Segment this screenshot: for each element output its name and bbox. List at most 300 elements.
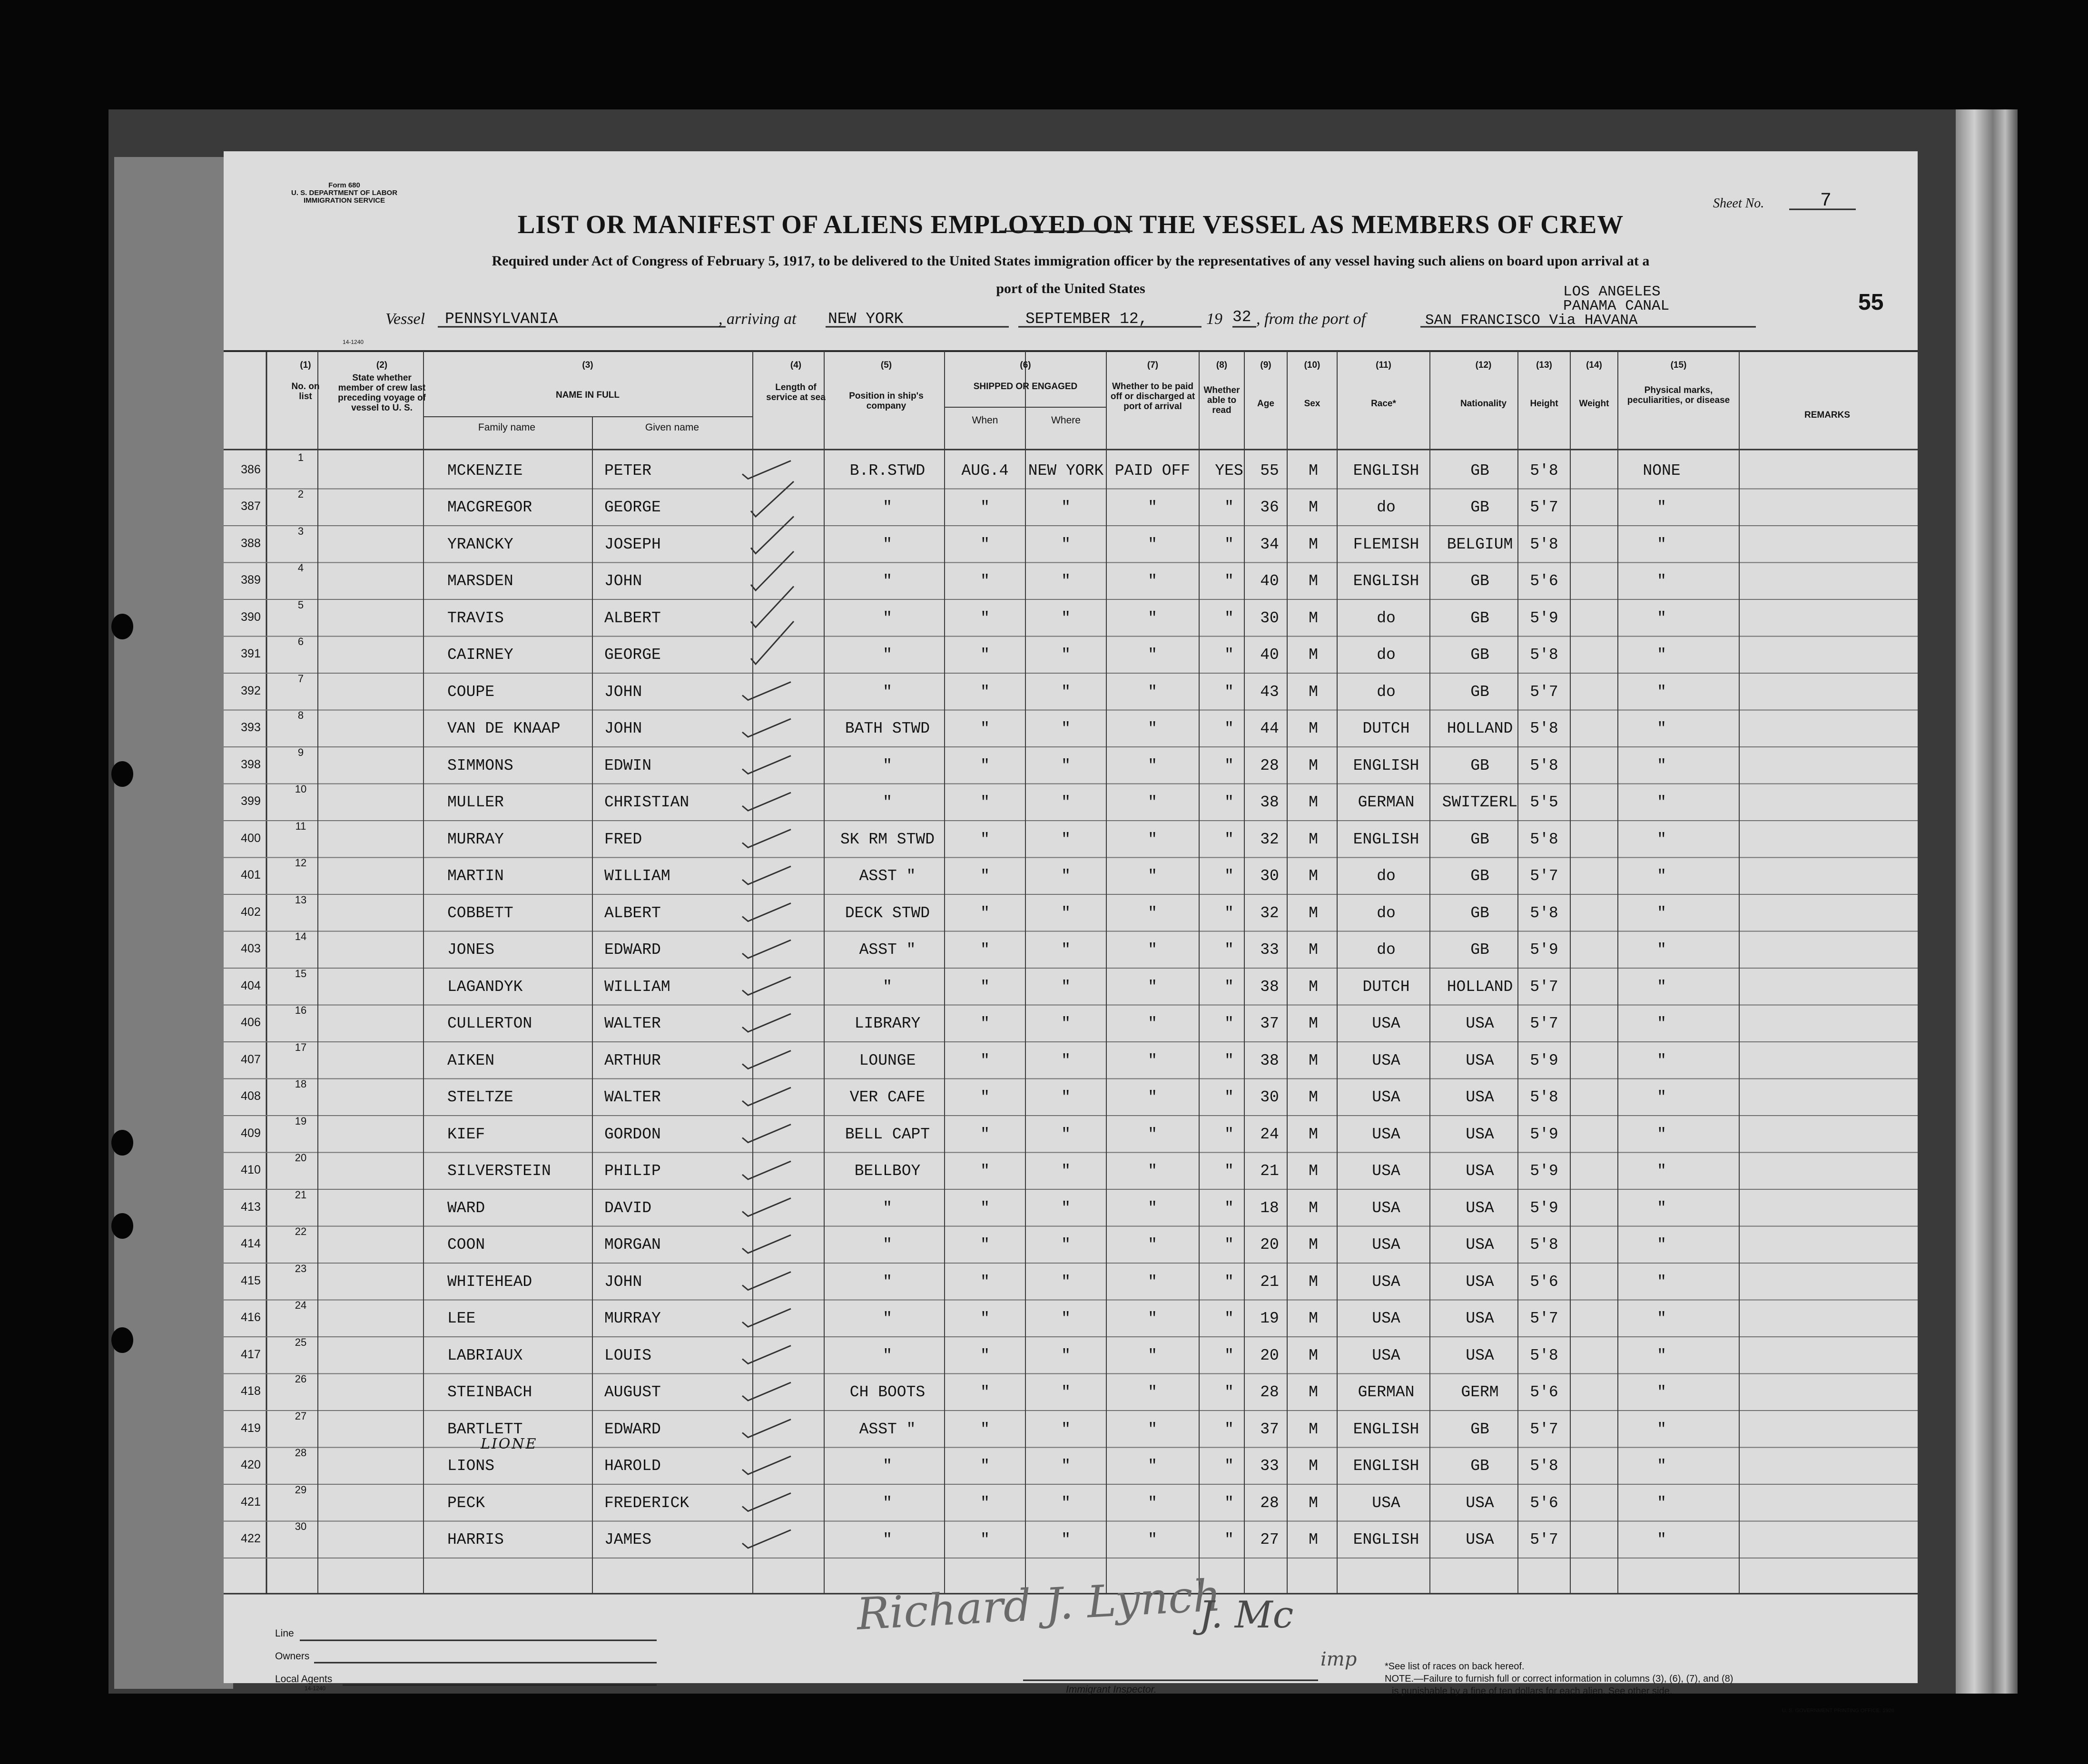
shipped-where: ": [1061, 1457, 1071, 1475]
given-name: WILLIAM: [604, 867, 670, 885]
height: 5'6: [1530, 1494, 1558, 1512]
sex: M: [1309, 1273, 1318, 1291]
physical-marks: NONE: [1643, 461, 1681, 480]
sex: M: [1309, 461, 1318, 480]
shipped-when: ": [980, 609, 990, 627]
family-correction: LIONE: [481, 1436, 538, 1452]
race: ENGLISH: [1353, 756, 1419, 774]
physical-marks: ": [1657, 1346, 1666, 1364]
given-name: HAROLD: [604, 1457, 661, 1475]
paid-off: ": [1148, 1088, 1157, 1107]
able-to-read: ": [1224, 1346, 1234, 1364]
shipped-when: ": [980, 1457, 990, 1475]
owners-label: Owners: [275, 1651, 310, 1662]
shipped-where: ": [1061, 1494, 1071, 1512]
shipped-when: ": [980, 499, 990, 517]
family-name: MURRAY: [447, 830, 504, 848]
row-number: 5: [297, 598, 304, 611]
shipped-where: ": [1061, 794, 1071, 812]
height: 5'7: [1530, 1310, 1558, 1328]
able-to-read: ": [1224, 535, 1234, 553]
age: 27: [1260, 1531, 1279, 1549]
position: ": [883, 1199, 892, 1217]
page-line-number: 401: [241, 868, 261, 882]
col-num-15: (15): [1670, 360, 1687, 370]
row-number: 2: [297, 488, 304, 500]
subheader-where: Where: [1051, 415, 1081, 426]
nationality: USA: [1466, 1199, 1494, 1217]
able-to-read: ": [1224, 1236, 1234, 1254]
race: USA: [1372, 1162, 1400, 1180]
given-name: ARTHUR: [604, 1051, 661, 1069]
position: BELLBOY: [854, 1162, 921, 1180]
shipped-where: ": [1061, 1051, 1071, 1069]
position: ": [883, 756, 892, 774]
sex: M: [1309, 1051, 1318, 1069]
race: do: [1377, 609, 1396, 627]
able-to-read: ": [1224, 1199, 1234, 1217]
able-to-read: ": [1224, 830, 1234, 848]
page-line-number: 406: [241, 1016, 261, 1029]
family-name: YRANCKY: [447, 535, 513, 553]
subheader-when: When: [972, 415, 998, 426]
row-number: 28: [295, 1447, 307, 1459]
page-line-number: 392: [241, 684, 261, 697]
sex: M: [1309, 756, 1318, 774]
shipped-where: ": [1061, 904, 1071, 922]
row-number: 12: [295, 857, 307, 869]
nationality: USA: [1466, 1310, 1494, 1328]
given-name: JOHN: [604, 572, 642, 590]
nationality: USA: [1466, 1051, 1494, 1069]
age: 36: [1260, 499, 1279, 517]
page-title: LIST OR MANIFEST OF ALIENS EMPLOYED ON THE VESSEL AS MEMBERS OF CREW: [517, 210, 1624, 239]
form-service: IMMIGRATION SERVICE: [303, 196, 385, 205]
sex: M: [1309, 1420, 1318, 1438]
nationality: GB: [1470, 572, 1489, 590]
page-line-number: 391: [241, 647, 261, 661]
nationality: SWITZERL: [1442, 794, 1518, 812]
sex: M: [1309, 720, 1318, 738]
given-name: WALTER: [604, 1088, 661, 1107]
paid-off: ": [1148, 1051, 1157, 1069]
page-line-number: 417: [241, 1347, 261, 1361]
paid-off: ": [1148, 1457, 1157, 1475]
page-line-number: 402: [241, 905, 261, 919]
height: 5'8: [1530, 904, 1558, 922]
shipped-where: ": [1061, 499, 1071, 517]
able-to-read: ": [1224, 1531, 1234, 1549]
height: 5'9: [1530, 1199, 1558, 1217]
paid-off: ": [1148, 1236, 1157, 1254]
given-name: EDWIN: [604, 756, 652, 774]
race: DUTCH: [1362, 720, 1410, 738]
shipped-when: ": [980, 1420, 990, 1438]
family-name: COUPE: [447, 683, 495, 701]
shipped-where: ": [1061, 941, 1071, 959]
height: 5'8: [1530, 461, 1558, 480]
family-name: WHITEHEAD: [447, 1273, 532, 1291]
page-line-number: 404: [241, 979, 261, 992]
race: DUTCH: [1362, 978, 1410, 996]
shipped-when: ": [980, 1051, 990, 1069]
shipped-when: ": [980, 1088, 990, 1107]
nationality: GB: [1470, 867, 1489, 885]
nationality: USA: [1466, 1162, 1494, 1180]
age: 20: [1260, 1346, 1279, 1364]
able-to-read: ": [1224, 1088, 1234, 1107]
row-number: 27: [295, 1410, 307, 1422]
position: ": [883, 1457, 892, 1475]
family-name: MCKENZIE: [447, 461, 523, 480]
line-label: Line: [275, 1628, 294, 1639]
position: LIBRARY: [854, 1015, 921, 1033]
shipped-where: ": [1061, 867, 1071, 885]
page-line-number: 403: [241, 942, 261, 956]
nationality: GB: [1470, 1457, 1489, 1475]
row-number: 11: [295, 820, 306, 832]
page-line-number: 386: [241, 462, 261, 476]
family-name: LIONS: [447, 1457, 495, 1475]
nationality: USA: [1466, 1088, 1494, 1107]
shipped-where: ": [1061, 572, 1071, 590]
col-num-3: (3): [582, 360, 593, 370]
given-name: EDWARD: [604, 1420, 661, 1438]
row-number: 22: [295, 1225, 307, 1238]
race: USA: [1372, 1088, 1400, 1107]
page-line-number: 390: [241, 610, 261, 624]
physical-marks: ": [1657, 1457, 1666, 1475]
family-name: KIEF: [447, 1125, 485, 1143]
physical-marks: ": [1657, 1383, 1666, 1401]
row-number: 25: [295, 1336, 307, 1348]
vessel-name: PENNSYLVANIA: [445, 310, 558, 328]
col-num-2: (2): [376, 360, 388, 370]
sex: M: [1309, 499, 1318, 517]
nationality: USA: [1466, 1273, 1494, 1291]
physical-marks: ": [1657, 1162, 1666, 1180]
nationality: GB: [1470, 904, 1489, 922]
age: 28: [1260, 1383, 1279, 1401]
able-to-read: ": [1224, 609, 1234, 627]
arriving-label: , arriving at: [719, 310, 797, 328]
given-name: JOSEPH: [604, 535, 661, 553]
age: 40: [1260, 646, 1279, 664]
paid-off: ": [1148, 1125, 1157, 1143]
able-to-read: ": [1224, 1310, 1234, 1328]
row-number: 13: [295, 893, 307, 906]
shipped-when: ": [980, 978, 990, 996]
row-number: 19: [295, 1115, 307, 1127]
given-name: JOHN: [604, 683, 642, 701]
col-num-12: (12): [1475, 360, 1492, 370]
given-name: EDWARD: [604, 941, 661, 959]
sex: M: [1309, 867, 1318, 885]
nationality: GB: [1470, 609, 1489, 627]
age: 30: [1260, 609, 1279, 627]
age: 30: [1260, 1088, 1279, 1107]
height: 5'9: [1530, 1125, 1558, 1143]
race: do: [1377, 646, 1396, 664]
given-name: WILLIAM: [604, 978, 670, 996]
row-number: 4: [297, 562, 304, 574]
family-name: LEE: [447, 1310, 476, 1328]
given-name: JAMES: [604, 1531, 652, 1549]
shipped-where: ": [1061, 1236, 1071, 1254]
shipped-when: ": [980, 1236, 990, 1254]
col-num-9: (9): [1260, 360, 1271, 370]
sex: M: [1309, 1457, 1318, 1475]
race: USA: [1372, 1236, 1400, 1254]
given-name: PHILIP: [604, 1162, 661, 1180]
col-label-14: Weight: [1579, 399, 1609, 409]
given-name: MURRAY: [604, 1310, 661, 1328]
able-to-read: ": [1224, 794, 1234, 812]
sex: M: [1309, 1346, 1318, 1364]
col-num-14: (14): [1586, 360, 1602, 370]
age: 37: [1260, 1420, 1279, 1438]
col-label-1: No. on list: [291, 382, 320, 402]
age: 28: [1260, 756, 1279, 774]
paid-off: ": [1148, 1531, 1157, 1549]
physical-marks: ": [1657, 1273, 1666, 1291]
height: 5'8: [1530, 720, 1558, 738]
family-name: BARTLETT: [447, 1420, 523, 1438]
able-to-read: ": [1224, 1015, 1234, 1033]
row-number: 10: [295, 783, 307, 795]
family-name: MULLER: [447, 794, 504, 812]
race: ENGLISH: [1353, 830, 1419, 848]
position: ": [883, 1310, 892, 1328]
shipped-where: ": [1061, 1383, 1071, 1401]
position: BATH STWD: [845, 720, 930, 738]
physical-marks: ": [1657, 1015, 1666, 1033]
height: 5'7: [1530, 1015, 1558, 1033]
sex: M: [1309, 1125, 1318, 1143]
subheader-given: Given name: [645, 422, 699, 433]
race: ENGLISH: [1353, 461, 1419, 480]
position: ASST ": [859, 941, 916, 959]
position: ": [883, 978, 892, 996]
col-num-7: (7): [1147, 360, 1159, 370]
inspector-label: Immigrant Inspector.: [1066, 1684, 1157, 1695]
page-line-number: 419: [241, 1421, 261, 1435]
shipped-when: ": [980, 904, 990, 922]
age: 30: [1260, 867, 1279, 885]
paid-off: ": [1148, 572, 1157, 590]
shipped-when: ": [980, 535, 990, 553]
able-to-read: ": [1224, 1162, 1234, 1180]
race: do: [1377, 941, 1396, 959]
shipped-where: ": [1061, 978, 1071, 996]
row-number: 14: [295, 931, 307, 943]
age: 32: [1260, 904, 1279, 922]
family-name: STEINBACH: [447, 1383, 532, 1401]
shipped-where: ": [1061, 1199, 1071, 1217]
col-label-5: Position in ship's company: [849, 391, 924, 411]
physical-marks: ": [1657, 756, 1666, 774]
shipped-where: ": [1061, 1125, 1071, 1143]
able-to-read: ": [1224, 572, 1234, 590]
paid-off: ": [1148, 1273, 1157, 1291]
shipped-where: ": [1061, 1531, 1071, 1549]
race: do: [1377, 867, 1396, 885]
col-label-6: SHIPPED OR ENGAGED: [973, 382, 1078, 392]
family-name: SIMMONS: [447, 756, 513, 774]
position: ASST ": [859, 867, 916, 885]
physical-marks: ": [1657, 867, 1666, 885]
race: do: [1377, 499, 1396, 517]
physical-marks: ": [1657, 1199, 1666, 1217]
shipped-when: AUG.4: [961, 461, 1009, 480]
shipped-when: ": [980, 572, 990, 590]
position: ": [883, 609, 892, 627]
sex: M: [1309, 572, 1318, 590]
nationality: GB: [1470, 683, 1489, 701]
position: LOUNGE: [859, 1051, 916, 1069]
physical-marks: ": [1657, 1494, 1666, 1512]
paid-off: ": [1148, 1383, 1157, 1401]
height: 5'8: [1530, 1346, 1558, 1364]
physical-marks: ": [1657, 646, 1666, 664]
position: DECK STWD: [845, 904, 930, 922]
paid-off: ": [1148, 830, 1157, 848]
page-line-number: 398: [241, 757, 261, 771]
page-line-number: 413: [241, 1200, 261, 1214]
page-line-number: 399: [241, 794, 261, 808]
physical-marks: ": [1657, 1236, 1666, 1254]
height: 5'8: [1530, 1457, 1558, 1475]
col-label-13: Height: [1530, 399, 1558, 409]
shipped-when: ": [980, 1273, 990, 1291]
able-to-read: ": [1224, 756, 1234, 774]
height: 5'7: [1530, 683, 1558, 701]
position: ": [883, 1273, 892, 1291]
nationality: USA: [1466, 1015, 1494, 1033]
age: 34: [1260, 535, 1279, 553]
given-name: AUGUST: [604, 1383, 661, 1401]
row-number: 24: [295, 1299, 307, 1312]
age: 33: [1260, 941, 1279, 959]
able-to-read: ": [1224, 1125, 1234, 1143]
age: 38: [1260, 978, 1279, 996]
sex: M: [1309, 1310, 1318, 1328]
physical-marks: ": [1657, 499, 1666, 517]
given-name: JOHN: [604, 720, 642, 738]
shipped-when: ": [980, 1199, 990, 1217]
row-number: 23: [295, 1262, 307, 1274]
given-name: LOUIS: [604, 1346, 652, 1364]
given-name: MORGAN: [604, 1236, 661, 1254]
nationality: USA: [1466, 1236, 1494, 1254]
arriving-port: NEW YORK: [828, 310, 904, 328]
col-num-10: (10): [1304, 360, 1320, 370]
paid-off: ": [1148, 1346, 1157, 1364]
able-to-read: ": [1224, 978, 1234, 996]
position: ": [883, 683, 892, 701]
height: 5'9: [1530, 609, 1558, 627]
given-name: WALTER: [604, 1015, 661, 1033]
race: USA: [1372, 1125, 1400, 1143]
paid-off: ": [1148, 794, 1157, 812]
paid-off: ": [1148, 941, 1157, 959]
age: 28: [1260, 1494, 1279, 1512]
page-line-number: 409: [241, 1126, 261, 1140]
row-number: 6: [297, 636, 304, 648]
able-to-read: ": [1224, 867, 1234, 885]
physical-marks: ": [1657, 1310, 1666, 1328]
paid-off: ": [1148, 1420, 1157, 1438]
able-to-read: YES: [1215, 461, 1243, 480]
page-line-number: 414: [241, 1237, 261, 1251]
race: USA: [1372, 1494, 1400, 1512]
sex: M: [1309, 1015, 1318, 1033]
paid-off: ": [1148, 904, 1157, 922]
col-label-10: Sex: [1304, 399, 1320, 409]
able-to-read: ": [1224, 499, 1234, 517]
able-to-read: ": [1224, 1420, 1234, 1438]
sex: M: [1309, 1088, 1318, 1107]
age: 44: [1260, 720, 1279, 738]
age: 32: [1260, 830, 1279, 848]
able-to-read: ": [1224, 1273, 1234, 1291]
age: 24: [1260, 1125, 1279, 1143]
col-num-6: (6): [1020, 360, 1031, 370]
position: ": [883, 1346, 892, 1364]
footnote-penalty: NOTE.—Failure to furnish full or correct information in columns (3), (6), (7), and (8): [1385, 1674, 1733, 1684]
sex: M: [1309, 830, 1318, 848]
height: 5'8: [1530, 756, 1558, 774]
inspector-initials: J. Mc: [1199, 1594, 1294, 1637]
family-name: COON: [447, 1236, 485, 1254]
race: ENGLISH: [1353, 1457, 1419, 1475]
family-name: LAGANDYK: [447, 978, 523, 996]
printer-line: U. S. GOVERNMENT PRINTING OFFICE: 1926: [1782, 1708, 1894, 1714]
sex: M: [1309, 1383, 1318, 1401]
paid-off: ": [1148, 756, 1157, 774]
page-line-number: 387: [241, 500, 261, 513]
sex: M: [1309, 1199, 1318, 1217]
page-line-number: 421: [241, 1495, 261, 1509]
age: 43: [1260, 683, 1279, 701]
col-num-8: (8): [1216, 360, 1228, 370]
from-label: , from the port of: [1256, 310, 1366, 328]
given-name: DAVID: [604, 1199, 652, 1217]
physical-marks: ": [1657, 941, 1666, 959]
able-to-read: ": [1224, 720, 1234, 738]
race: ENGLISH: [1353, 572, 1419, 590]
height: 5'7: [1530, 499, 1558, 517]
nationality: HOLLAND: [1447, 720, 1513, 738]
family-name: MACGREGOR: [447, 499, 532, 517]
shipped-when: ": [980, 941, 990, 959]
physical-marks: ": [1657, 1125, 1666, 1143]
physical-marks: ": [1657, 720, 1666, 738]
nationality: GB: [1470, 461, 1489, 480]
shipped-where: ": [1061, 646, 1071, 664]
paid-off: ": [1148, 535, 1157, 553]
footnote-penalty-2: is punishable by a fine of ten dollars for each alien. See other side.: [1392, 1686, 1673, 1696]
family-name: MARTIN: [447, 867, 504, 885]
nationality: GB: [1470, 499, 1489, 517]
physical-marks: ": [1657, 978, 1666, 996]
nationality: HOLLAND: [1447, 978, 1513, 996]
physical-marks: ": [1657, 1088, 1666, 1107]
age: 38: [1260, 1051, 1279, 1069]
age: 19: [1260, 1310, 1279, 1328]
shipped-when: ": [980, 830, 990, 848]
age: 21: [1260, 1273, 1279, 1291]
